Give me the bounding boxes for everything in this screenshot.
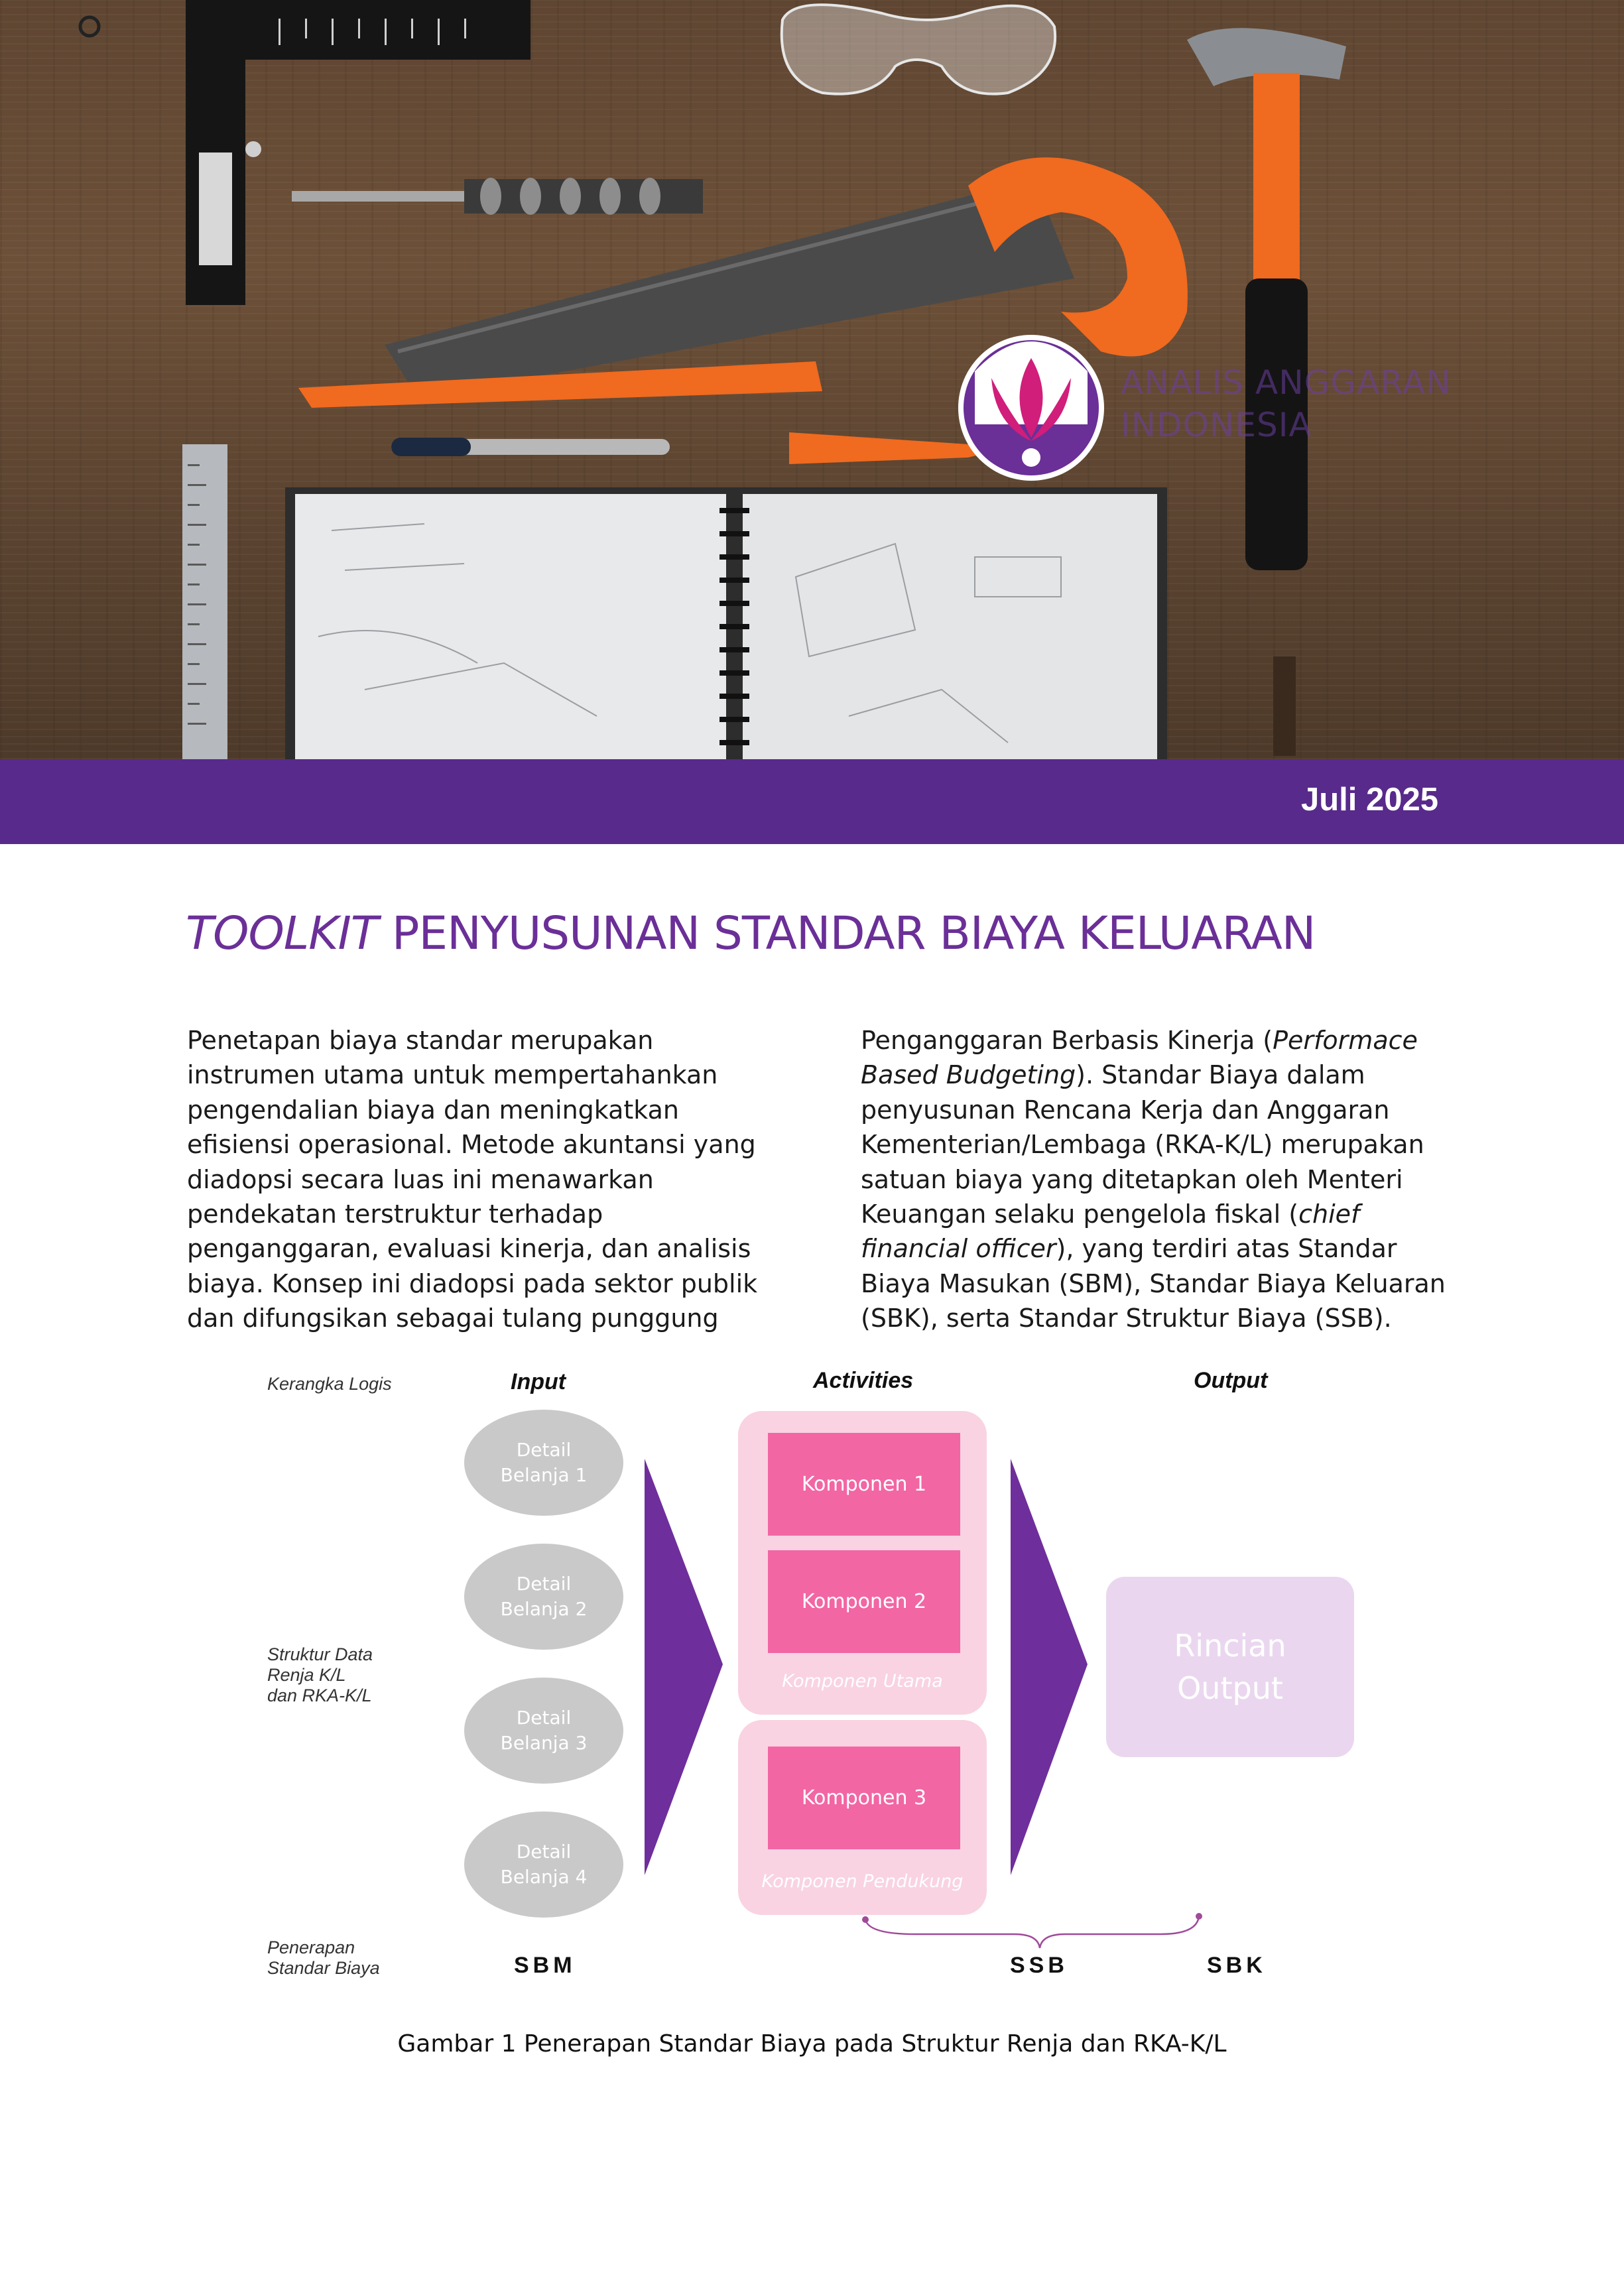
label-ssb: SSB — [1010, 1953, 1068, 1978]
logo-wordmark — [1121, 361, 1452, 446]
body-line — [861, 1197, 1446, 1231]
brace-end-dot — [1196, 1913, 1202, 1920]
ellipse-line: Detail — [516, 1439, 572, 1461]
body-line: diadopsi secara luas ini menawarkan — [187, 1164, 654, 1194]
caption-komponen-utama: Komponen Utama — [782, 1671, 943, 1691]
header-activities: Activities — [813, 1368, 914, 1393]
ellipse-line: Belanja 4 — [500, 1866, 588, 1888]
body-line: Penetapan biaya standar merupakan — [187, 1026, 654, 1055]
body-line: biaya. Konsep ini diadopsi pada sektor publik — [187, 1268, 758, 1298]
body-line: Biaya Masukan (SBM), Standar Biaya Keluaran — [861, 1268, 1446, 1298]
ellipse-line: Detail — [516, 1841, 572, 1863]
arrow-input-to-activities — [645, 1459, 723, 1875]
brace-end-dot — [862, 1916, 869, 1923]
panel-komponen-utama — [738, 1411, 987, 1715]
label-sbm: SBM — [514, 1953, 576, 1978]
body-line — [861, 1231, 1446, 1266]
label-sbk: SBK — [1207, 1953, 1267, 1978]
logo-line-2: INDONESIA — [1121, 406, 1312, 444]
body-line: dan difungsikan sebagai tulang punggung — [187, 1304, 719, 1333]
hero-photo — [0, 0, 1624, 759]
text-run: ), yang terdiri atas Standar — [1056, 1234, 1397, 1264]
komponen-3: Komponen 3 — [768, 1747, 960, 1849]
text-run-italic: financial officer — [861, 1234, 1056, 1264]
komponen-2: Komponen 2 — [768, 1550, 960, 1653]
body-column-right — [861, 1023, 1446, 1336]
header-input: Input — [511, 1369, 566, 1394]
body-line: instrumen utama untuk mempertahankan — [187, 1060, 718, 1090]
title-rest: PENYUSUNAN STANDAR BIAYA KELUARAN — [377, 907, 1316, 960]
text-run-italic: Based Budgeting — [861, 1060, 1076, 1090]
body-line: efisiensi operasional. Metode akuntansi yang — [187, 1130, 756, 1160]
label-kerangka-logis: Kerangka Logis — [267, 1374, 392, 1394]
body-line: Kementerian/Lembaga (RKA-K/L) merupakan — [861, 1130, 1424, 1160]
ssb-sbk-brace — [865, 1916, 1199, 1948]
body-line: satuan biaya yang ditetapkan oleh Menteri — [861, 1164, 1403, 1194]
label-line: Standar Biaya — [267, 1958, 380, 1978]
label-line: Renja K/L — [267, 1665, 346, 1685]
figure-caption: Gambar 1 Penerapan Standar Biaya pada Struktur Renja dan RKA-K/L — [397, 2030, 1227, 2057]
body-line — [861, 1058, 1446, 1092]
panel-komponen-pendukung — [738, 1720, 987, 1915]
text-run-italic: Performace — [1273, 1026, 1418, 1055]
text-run-italic: chief — [1298, 1199, 1360, 1229]
ellipse-line: Belanja 2 — [500, 1598, 588, 1620]
body-line: pengendalian biaya dan meningkatkan — [187, 1095, 680, 1125]
logo-line-1: ANALIS ANGGARAN — [1121, 363, 1452, 402]
text-run: ). Standar Biaya dalam — [1076, 1060, 1365, 1090]
header-output: Output — [1194, 1368, 1268, 1393]
ellipse-line: Detail — [516, 1707, 572, 1729]
body-line: (SBK), serta Standar Struktur Biaya (SSB). — [861, 1304, 1392, 1333]
label-line: Penerapan — [267, 1937, 355, 1957]
body-line: penyusunan Rencana Kerja dan Anggaran — [861, 1095, 1390, 1125]
body-column-left — [187, 1023, 757, 1336]
ellipse-line: Detail — [516, 1573, 572, 1595]
publication-date: Juli 2025 — [1300, 782, 1438, 818]
rincian-output-box — [1106, 1577, 1354, 1757]
body-line — [861, 1023, 1446, 1058]
komponen-1: Komponen 1 — [768, 1433, 960, 1536]
text-run: Penganggaran Berbasis Kinerja ( — [861, 1026, 1273, 1055]
caption-komponen-pendukung: Komponen Pendukung — [761, 1871, 964, 1892]
label-line: Struktur Data — [267, 1644, 373, 1664]
title-italic: TOOLKIT — [186, 907, 378, 960]
body-line: penganggaran, evaluasi kinerja, dan analisis — [187, 1234, 751, 1264]
body-line: pendekatan terstruktur terhadap — [187, 1199, 603, 1229]
arrow-activities-to-output — [1011, 1459, 1088, 1875]
output-line: Output — [1177, 1670, 1283, 1706]
ellipse-line: Belanja 3 — [500, 1732, 588, 1754]
standar-biaya-diagram — [0, 1359, 1624, 2022]
page-title — [186, 900, 1446, 967]
output-line: Rincian — [1174, 1628, 1286, 1664]
text-run: Keuangan selaku pengelola fiskal ( — [861, 1199, 1299, 1229]
ellipse-line: Belanja 1 — [500, 1464, 588, 1486]
label-line: dan RKA-K/L — [267, 1686, 372, 1705]
